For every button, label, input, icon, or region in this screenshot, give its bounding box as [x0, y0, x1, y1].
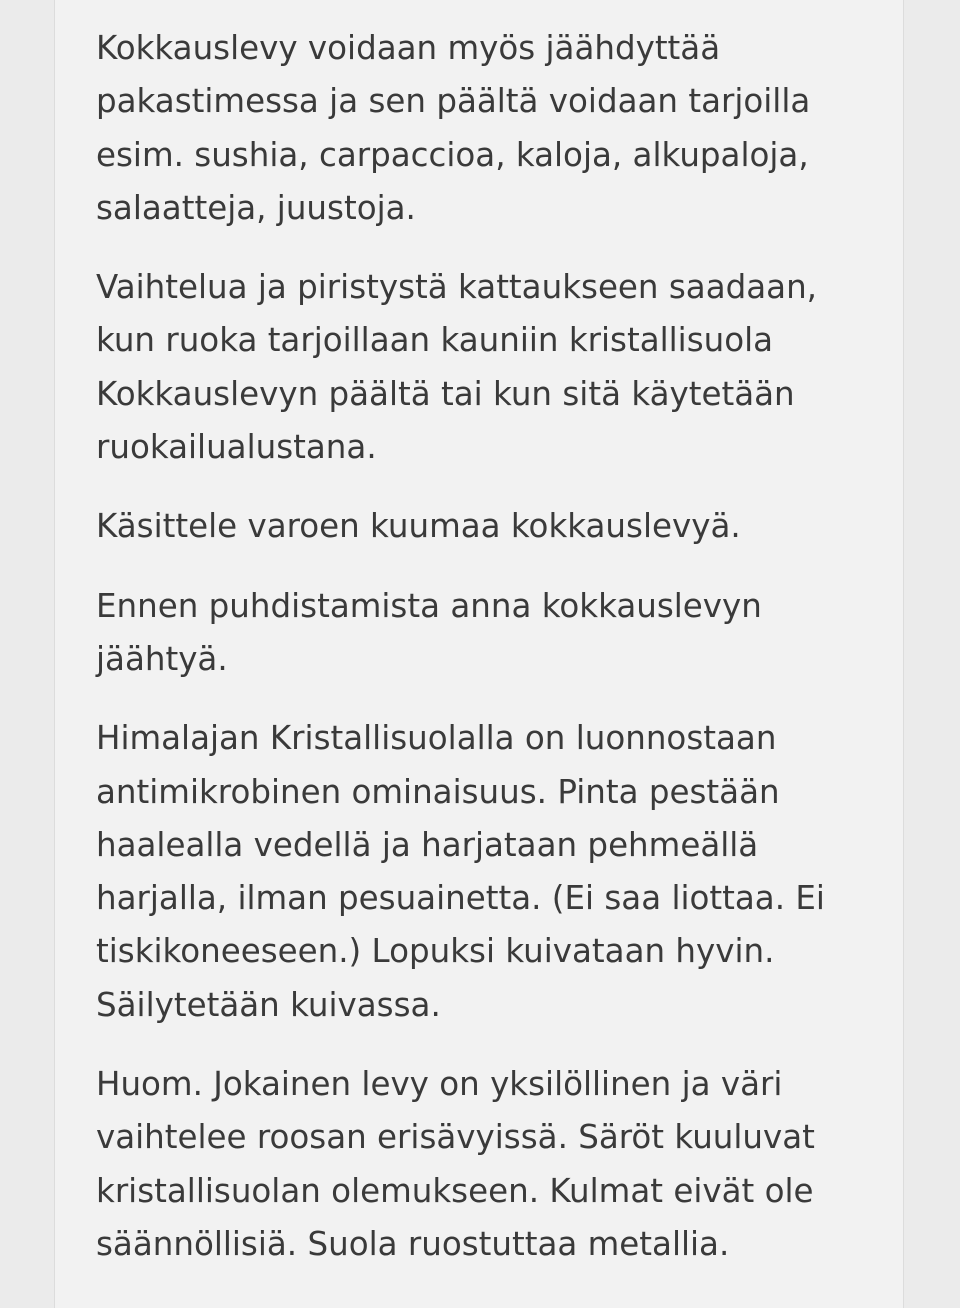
paragraph-note: Huom. Jokainen levy on yksilöllinen ja väri vaihtelee roosan erisävyissä. Säröt kuuluvat kristallisuolan olemukseen. Kulmat eivät ole säännöllisiä. Suola ruostuttaa metallia.: [96, 1065, 815, 1263]
paragraph-cleaning: Himalajan Kristallisuolalla on luonnostaan antimikrobinen ominaisuus. Pinta pestään haalealla vedellä ja harjataan pehmeällä harjalla, ilman pesuainetta. (Ei saa liottaa. Ei tiskikoneeseen.) Lopuksi kuivataan hyvin. Säilytetään kuivassa.: [96, 719, 825, 1024]
paragraph-serving: Vaihtelua ja piristystä kattaukseen saadaan, kun ruoka tarjoillaan kauniin kristallisuola Kokkauslevyn päältä tai kun sitä käytetään ruokailualustana.: [96, 268, 818, 467]
paragraph-before-cleaning: Ennen puhdistamista anna kokkauslevyn jäähtyä.: [96, 586, 762, 678]
paragraph-caution: Käsittele varoen kuumaa kokkauslevyä.: [96, 507, 741, 546]
paragraph-cooling: Kokkauslevy voidaan myös jäähdyttää pakastimessa ja sen päältä voidaan tarjoilla esim. sushia, carpaccioa, kaloja, alkupaloja, salaatteja, juustoja.: [96, 29, 811, 227]
product-description: [96, 22, 876, 1297]
